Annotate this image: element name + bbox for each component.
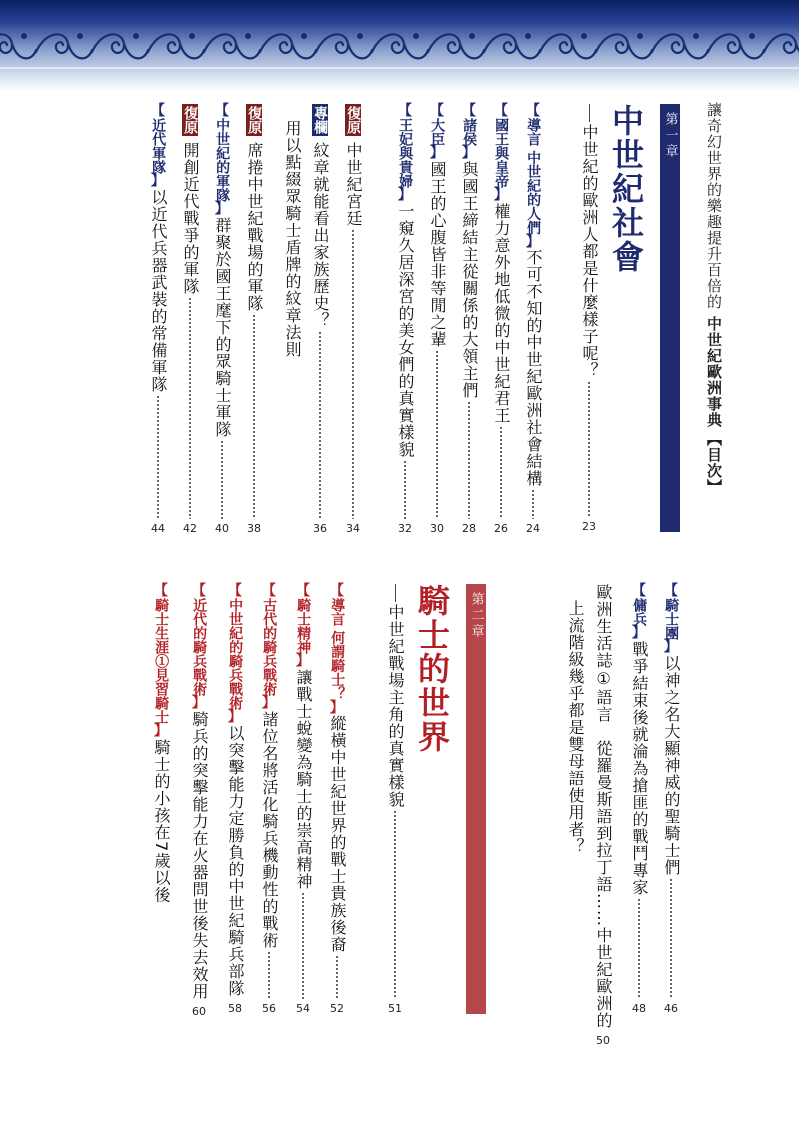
entry-title: 以突擊能力定勝負的中世紀騎兵部隊 <box>226 724 245 997</box>
tag-box: 復原 <box>345 106 362 134</box>
dash-line <box>589 104 590 122</box>
tag-bracket-close: 】 <box>631 625 646 642</box>
tag-label: 古代的騎兵戰術 <box>261 598 278 697</box>
entry-title: 群聚於國王麾下的眾騎士軍隊 <box>213 216 232 438</box>
entry-title: 讓戰士蛻變為騎士的崇高精神 <box>294 668 313 890</box>
toc-entry[interactable] <box>147 104 169 534</box>
tag-box: 復原 <box>182 106 199 134</box>
entry-title: 開創近代戰爭的軍隊 <box>181 142 200 295</box>
tag-bracket-open: 【 <box>663 583 678 599</box>
entry-tag <box>398 104 412 203</box>
page-number: 32 <box>398 522 412 535</box>
tag-bracket-open: 【 <box>153 583 168 599</box>
tag-bracket-open: 【 <box>429 103 444 119</box>
tag-label: 大臣 <box>429 118 446 147</box>
leader-dots <box>336 955 338 999</box>
dash-line <box>395 584 396 602</box>
entry-tag <box>345 104 361 136</box>
chapter1-bar <box>660 104 680 532</box>
entry-tag <box>462 104 476 161</box>
leader-dots <box>394 810 396 999</box>
toc-entry[interactable] <box>326 584 348 1014</box>
scroll-dot <box>357 33 363 39</box>
leader-dots <box>468 401 470 519</box>
toc-entry[interactable] <box>490 104 512 534</box>
toc-entry[interactable] <box>660 584 682 1014</box>
tag-label: 騎士團 <box>663 598 680 641</box>
toc-entry[interactable] <box>309 104 331 534</box>
chapter2-label: 第二章 <box>468 592 484 640</box>
subtitle-book-title: 中世紀歐洲事典 <box>705 316 723 428</box>
entry-title: 歐洲生活誌①語言 從羅曼斯語到拉丁語……中世紀歐洲的 <box>594 584 613 1029</box>
tag-label: 國王與皇帝 <box>493 118 510 189</box>
tag-label: 傭兵 <box>631 598 648 627</box>
entry-title: 不可不知的中世紀歐洲社會結構 <box>524 249 543 488</box>
tag-label: 諸侯 <box>461 118 478 147</box>
tag-bracket-open: 【 <box>261 583 276 599</box>
leader-dots <box>253 314 255 519</box>
toc-entry[interactable] <box>150 584 172 1014</box>
page-number: 46 <box>664 1002 678 1015</box>
entry-tag <box>494 104 508 203</box>
leader-dots <box>500 426 502 519</box>
entry-tag <box>215 104 229 217</box>
tag-bracket-close: 】 <box>429 145 444 162</box>
page-number: 52 <box>330 1002 344 1015</box>
entry-tag <box>526 104 540 249</box>
tag-bracket-close: 】 <box>191 695 206 712</box>
scroll-dot <box>77 33 83 39</box>
scroll-dot <box>749 33 755 39</box>
toc-entry-continued[interactable] <box>281 120 303 534</box>
tag-bracket-open: 【 <box>214 103 229 119</box>
page-number: 44 <box>151 522 165 535</box>
tag-bracket-open: 【 <box>397 103 412 119</box>
scroll-dot <box>413 33 419 39</box>
leader-dots <box>268 951 270 999</box>
tag-bracket-close: 】 <box>261 695 276 712</box>
page-number: 28 <box>462 522 476 535</box>
entry-tag <box>632 584 646 641</box>
tag-bracket-open: 【 <box>493 103 508 119</box>
entry-title: 戰爭結束後就淪為搶匪的戰鬥專家 <box>630 640 649 896</box>
entry-title: 權力意外地低微的中世紀君王 <box>492 202 511 424</box>
tag-bracket-open: 【 <box>631 583 646 599</box>
entry-tag <box>192 584 206 711</box>
scroll-dot <box>693 33 699 39</box>
toc-entry[interactable] <box>243 104 265 534</box>
page-number: 38 <box>247 522 261 535</box>
tag-bracket-open: 【 <box>150 103 165 119</box>
tag-label: 近代的騎兵戰術 <box>191 598 208 697</box>
book-subtitle <box>706 102 721 495</box>
toc-entry[interactable] <box>592 584 614 1047</box>
page-number: 30 <box>430 522 444 535</box>
page-number: 51 <box>388 1002 402 1015</box>
tag-bracket-close: 】 <box>397 187 412 204</box>
tag-label: 近代軍隊 <box>150 118 167 175</box>
entry-tag <box>664 584 678 655</box>
entry-title: 中世紀宮廷 <box>344 142 363 227</box>
scroll-dot <box>301 33 307 39</box>
toc-entry[interactable] <box>342 104 364 534</box>
scroll-dot <box>189 33 195 39</box>
leader-dots <box>221 440 223 519</box>
page-number: 54 <box>296 1002 310 1015</box>
leader-dots <box>532 489 534 519</box>
scroll-dot <box>245 33 251 39</box>
tag-bracket-open: 【 <box>461 103 476 119</box>
tag-bracket-open: 【 <box>525 103 540 119</box>
scroll-dot <box>21 33 27 39</box>
tag-bracket-close: 】 <box>329 700 344 717</box>
tag-label: 騎士精神 <box>295 598 312 655</box>
tag-label: 導言 中世紀的人們 <box>525 118 542 236</box>
tag-bracket-close: 】 <box>461 145 476 162</box>
tag-box: 專欄 <box>312 106 329 134</box>
page-number: 34 <box>346 522 360 535</box>
toc-entry-continued[interactable] <box>564 600 586 1014</box>
chapter2-lead-text: 中世紀戰場主角的真實樣貌 <box>386 604 405 808</box>
tag-bracket-close: 】 <box>493 187 508 204</box>
entry-tag <box>430 104 444 161</box>
tag-label: 中世紀的騎兵戰術 <box>227 598 244 711</box>
toc-entry[interactable] <box>628 584 650 1014</box>
toc-entry[interactable] <box>211 104 233 534</box>
entry-tag <box>228 584 242 725</box>
page-number: 24 <box>526 522 540 535</box>
entry-title: 紋章就能看出家族歷史？ <box>311 142 330 329</box>
entry-tag <box>151 104 165 189</box>
leader-dots <box>302 892 304 999</box>
tag-bracket-open: 【 <box>191 583 206 599</box>
entry-title: 國王的心腹皆非等閒之輩 <box>428 160 447 348</box>
scroll-dot <box>133 33 139 39</box>
entry-title: 諸位名將活化騎兵機動性的戰術 <box>260 710 279 949</box>
page-number: 60 <box>192 1004 206 1018</box>
chapter1-lead[interactable] <box>578 104 600 532</box>
tag-bracket-close: 】 <box>295 653 310 670</box>
tag-label: 中世紀的軍隊 <box>214 118 231 203</box>
page-number: 36 <box>313 522 327 535</box>
toc-entry[interactable] <box>522 104 544 534</box>
entry-tag <box>246 104 262 136</box>
page-number: 48 <box>632 1002 646 1015</box>
tag-bracket-close: 】 <box>227 709 242 726</box>
leader-dots <box>588 381 590 517</box>
leader-dots <box>638 898 640 999</box>
page-number: 23 <box>582 520 596 533</box>
scroll-dot <box>525 33 531 39</box>
tag-bracket-open: 【 <box>227 583 242 599</box>
scroll-dot <box>637 33 643 39</box>
entry-tag <box>154 584 168 739</box>
scroll-dot <box>581 33 587 39</box>
subtitle-prefix: 讓奇幻世界的樂趣提升百倍的 <box>705 102 723 310</box>
entry-title-line2: 用以點綴眾騎士盾牌的紋章法則 <box>283 120 302 358</box>
tag-label: 導言 何謂騎士？ <box>329 598 346 702</box>
tag-bracket-close: 】 <box>525 234 540 251</box>
tag-bracket-close: 】 <box>214 201 229 218</box>
page-number: 50 <box>596 1034 610 1047</box>
page-number: 40 <box>215 522 229 535</box>
toc-entry[interactable] <box>394 104 416 534</box>
leader-dots <box>670 878 672 999</box>
chapter1-title: 中世紀社會 <box>607 104 645 274</box>
page-number: 56 <box>262 1002 276 1015</box>
leader-dots <box>189 297 191 519</box>
entry-title: 與國王締結主從關係的大領主們 <box>460 160 479 399</box>
tag-bracket-close: 】 <box>153 723 168 740</box>
tag-label: 王妃與貴婦 <box>397 118 414 189</box>
entry-title: 以近代兵器武裝的常備軍隊 <box>149 188 168 393</box>
entry-tag <box>312 104 328 136</box>
chapter2-title: 騎士的世界 <box>413 584 451 754</box>
entry-tag <box>182 104 198 136</box>
entry-title: 席捲中世紀戰場的軍隊 <box>245 142 264 312</box>
subtitle-toc-label: 【目次】 <box>705 431 723 495</box>
leader-dots <box>404 460 406 519</box>
entry-title: 騎兵的突擊能力在火器問世後失去效用 <box>190 710 209 1000</box>
leader-dots <box>436 350 438 519</box>
scroll-dot <box>469 33 475 39</box>
page-number: 26 <box>494 522 508 535</box>
tag-box: 復原 <box>246 106 263 134</box>
entry-title: 騎士的小孩在7歲以後 <box>152 738 171 903</box>
tag-bracket-open: 【 <box>329 583 344 599</box>
toc-entry[interactable] <box>224 584 246 1014</box>
entry-title: 以神之名大顯神威的聖騎士們 <box>662 654 681 876</box>
tag-bracket-open: 【 <box>295 583 310 599</box>
tag-bracket-close: 】 <box>150 173 165 190</box>
entry-tag <box>262 584 276 711</box>
page-number: 42 <box>183 522 197 535</box>
leader-dots <box>352 229 354 519</box>
tag-bracket-close: 】 <box>663 639 678 656</box>
entry-title: 縱橫中世紀世界的戰士貴族後裔 <box>328 715 347 954</box>
toc-entry[interactable] <box>458 104 480 534</box>
entry-tag <box>330 584 344 715</box>
entry-title-line2: 上流階級幾乎都是雙母語使用者？ <box>566 600 585 855</box>
toc-entry[interactable] <box>179 104 201 534</box>
toc-entry[interactable] <box>188 583 210 1018</box>
toc-entry[interactable] <box>258 584 280 1014</box>
toc-entry[interactable] <box>426 104 448 534</box>
toc-entry[interactable] <box>292 584 314 1014</box>
ornamental-banner <box>0 0 799 92</box>
tag-label: 騎士生涯①見習騎士 <box>153 598 170 725</box>
entry-title: 一窺久居深宮的美女們的真實樣貌 <box>396 202 415 458</box>
leader-dots <box>157 395 159 519</box>
chapter1-label: 第一章 <box>662 112 678 160</box>
page-number: 58 <box>228 1002 242 1015</box>
leader-dots <box>319 331 321 519</box>
chapter2-lead[interactable] <box>384 584 406 1014</box>
chapter2-bar <box>466 584 486 1014</box>
entry-tag <box>296 584 310 669</box>
chapter1-lead-text: 中世紀的歐洲人都是什麼樣子呢？ <box>580 124 599 379</box>
